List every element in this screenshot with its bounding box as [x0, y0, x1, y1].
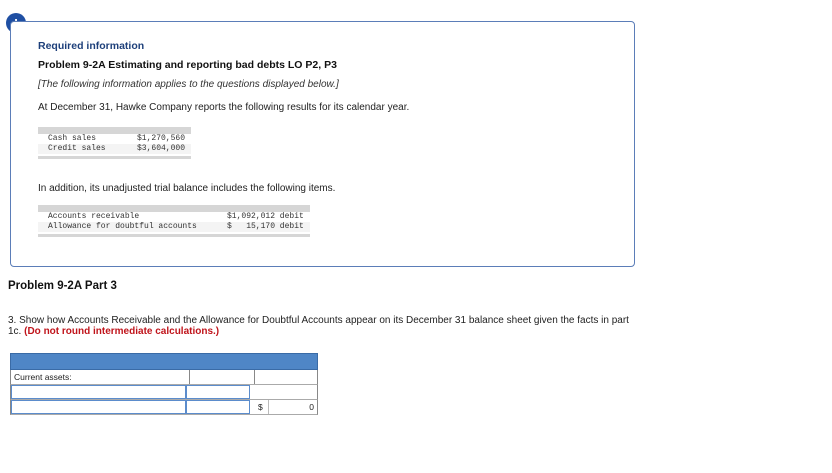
part-title: Problem 9-2A Part 3: [8, 280, 117, 292]
row2-total-cell: [250, 385, 317, 399]
currency-symbol: $: [258, 402, 263, 412]
row1-total-cell: [255, 370, 317, 384]
answer-table-header: [10, 353, 318, 370]
row-value: $1,270,560: [137, 134, 186, 143]
intro-paragraph: At December 31, Hawke Company reports the following results for its calendar year.: [38, 102, 410, 113]
row-value: $ 15,170 debit: [227, 222, 304, 231]
info-note: [The following information applies to the questions displayed below.]: [38, 79, 339, 90]
trial-balance-paragraph: In addition, its unadjusted trial balance includes the following items.: [38, 183, 336, 194]
trial-balance-table: [38, 205, 310, 237]
answer-row: [10, 385, 318, 400]
account-name-input[interactable]: [11, 385, 186, 399]
row-label: Credit sales: [48, 144, 106, 153]
row-value: $1,092,012 debit: [227, 212, 304, 221]
answer-table: [10, 353, 318, 415]
table-header-bar: [38, 127, 191, 134]
table-header-bar: [38, 205, 310, 212]
table-row: [38, 212, 310, 222]
table-row: [38, 144, 191, 154]
table-row: [38, 134, 191, 144]
total-cell: [250, 400, 317, 414]
sales-table: [38, 127, 191, 159]
table-row: [38, 222, 310, 232]
row-label: Cash sales: [48, 134, 97, 143]
table-footer-bar: [38, 234, 310, 237]
table-footer-bar: [38, 156, 191, 159]
instruction-emphasis: (Do not round intermediate calculations.): [24, 326, 220, 337]
required-info-panel: [10, 21, 635, 267]
problem-title: Problem 9-2A Estimating and reporting bad debts LO P2, P3: [38, 59, 337, 71]
required-information-heading: Required information: [38, 40, 145, 52]
current-assets-label: Current assets:: [11, 370, 190, 384]
row-label: Accounts receivable: [48, 212, 140, 221]
allowance-amount-input[interactable]: [186, 400, 250, 414]
part-instruction: [8, 315, 638, 337]
row-label: Allowance for doubtful accounts: [48, 222, 197, 231]
allowance-name-input[interactable]: [11, 400, 186, 414]
account-amount-input[interactable]: [186, 385, 250, 399]
answer-row: [10, 400, 318, 415]
instruction-text: 3. Show how Accounts Receivable and the Allowance for Doubtful Accounts appear on its December 31 balance sheet given the facts in part 1c.: [8, 315, 629, 337]
answer-row: [10, 370, 318, 385]
row1-amount-cell: [190, 370, 255, 384]
total-value: 0: [268, 400, 317, 414]
row-value: $3,604,000: [137, 144, 186, 153]
